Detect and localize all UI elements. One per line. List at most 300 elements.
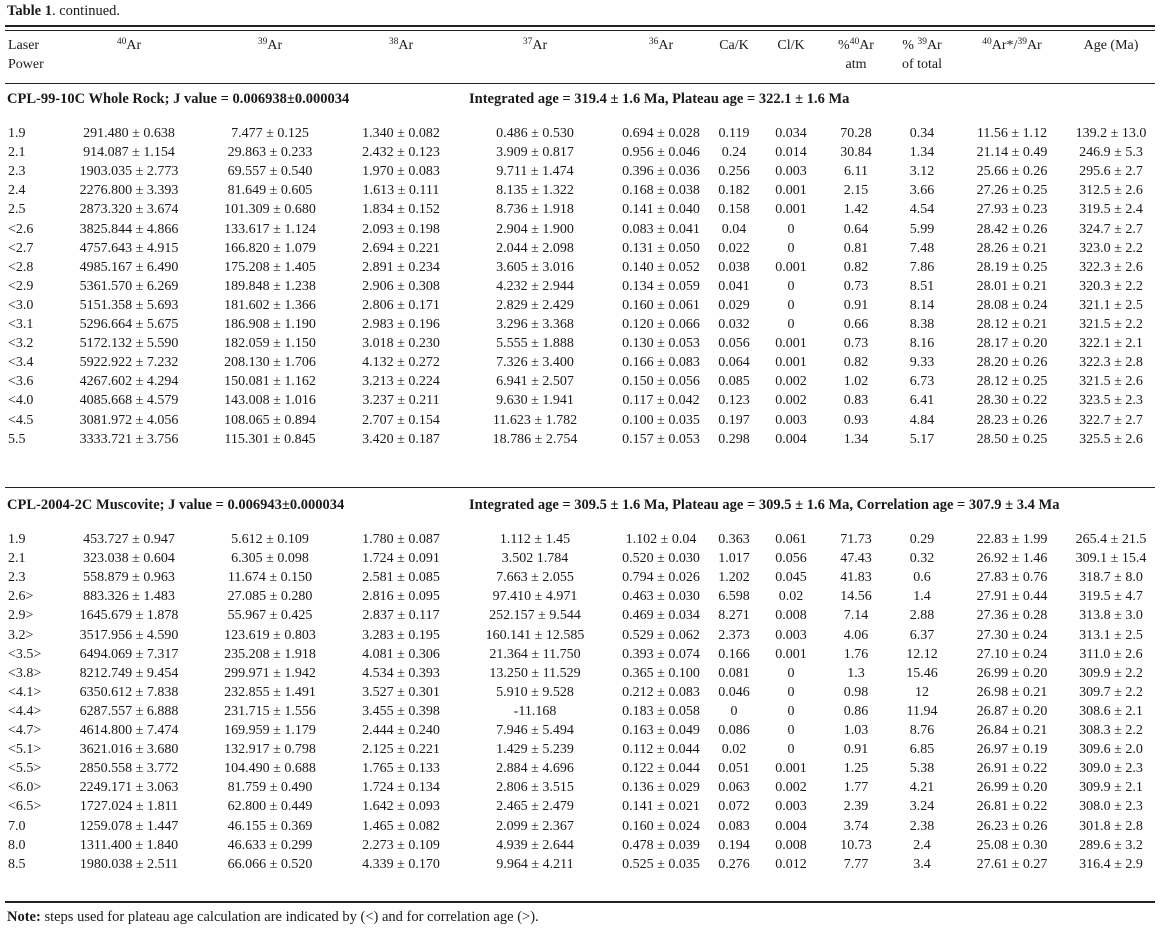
cell-ar40: 6287.557 ± 6.888 <box>79 703 179 719</box>
cell-ar39: 169.959 ± 1.179 <box>224 723 316 738</box>
header-line1 <box>62 36 196 55</box>
cell-clk: 0.003 <box>775 412 807 428</box>
cell-power: <6.5> <box>8 799 42 815</box>
table-row <box>0 296 1160 315</box>
section-title: CPL-99-10C Whole Rock; J value = 0.006938±0.000034 <box>7 91 350 107</box>
cell-total: 1.34 <box>909 145 935 161</box>
cell-ratio: 28.26 ± 0.21 <box>976 240 1048 256</box>
cell-ratio: 27.91 ± 0.44 <box>976 589 1048 605</box>
cell-ar37: 97.410 ± 4.971 <box>492 589 578 605</box>
table-row <box>0 530 1160 549</box>
table-row <box>0 162 1160 181</box>
cell-ar40: 2850.558 ± 3.772 <box>79 761 179 777</box>
cell-age: 313.8 ± 3.0 <box>1079 608 1143 624</box>
cell-ar38: 2.806 ± 0.171 <box>362 297 440 313</box>
cell-total: 6.85 <box>909 742 935 758</box>
cell-ar40: 323.038 ± 0.604 <box>83 551 175 567</box>
cell-ratio: 27.10 ± 0.24 <box>976 646 1048 662</box>
header-line2: Power <box>8 57 44 72</box>
table-row <box>0 836 1160 855</box>
cell-ar36: 0.150 ± 0.056 <box>622 374 700 390</box>
header-pre: Ca/K <box>719 38 749 53</box>
bottom-rule-thick <box>5 901 1155 903</box>
cell-total: 5.17 <box>909 431 935 447</box>
cell-power: <3.0 <box>8 297 34 313</box>
cell-ar36: 0.694 ± 0.028 <box>622 126 700 141</box>
cell-atm: 2.15 <box>843 183 869 199</box>
cell-age: 139.2 ± 13.0 <box>1075 126 1147 141</box>
cell-clk: 0 <box>787 684 795 700</box>
header-sup: 40 <box>982 37 992 47</box>
cell-atm: 0.83 <box>843 393 869 409</box>
cell-power: 2.9> <box>8 608 34 624</box>
cell-atm: 0.98 <box>843 684 869 700</box>
cell-ar36: 0.141 ± 0.021 <box>622 799 700 815</box>
cell-ar39: 108.065 ± 0.894 <box>224 412 316 428</box>
cell-ar36: 0.100 ± 0.035 <box>622 412 700 428</box>
cell-ar37: 7.946 ± 5.494 <box>496 723 574 738</box>
cell-age: 323.5 ± 2.3 <box>1079 393 1143 409</box>
cell-cak: 0.298 <box>718 431 750 447</box>
table-row <box>0 143 1160 162</box>
cell-ar39: 150.081 ± 1.162 <box>224 374 316 390</box>
cell-ar37: 1.429 ± 5.239 <box>496 742 574 758</box>
cell-clk: 0.014 <box>775 145 807 161</box>
cell-clk: 0.008 <box>775 837 807 853</box>
cell-ar40: 883.326 ± 1.483 <box>83 589 175 605</box>
cell-ar36: 0.120 ± 0.066 <box>622 317 700 332</box>
cell-age: 309.0 ± 2.3 <box>1079 761 1143 777</box>
cell-total: 8.14 <box>909 297 935 313</box>
header-post: Ar <box>658 38 674 53</box>
section-header <box>7 91 1157 111</box>
header-pre: % <box>902 38 918 53</box>
cell-ar36: 0.157 ± 0.053 <box>622 431 700 447</box>
cell-ar38: 2.816 ± 0.095 <box>362 589 440 605</box>
cell-age: 313.1 ± 2.5 <box>1079 627 1143 643</box>
cell-atm: 14.56 <box>840 589 872 605</box>
cell-ratio: 11.56 ± 1.12 <box>976 126 1048 141</box>
cell-ar40: 5151.358 ± 5.693 <box>79 297 179 313</box>
table-row <box>0 606 1160 625</box>
cell-total: 4.84 <box>909 412 935 428</box>
header-line1 <box>336 36 466 55</box>
header-ar36 <box>598 36 724 55</box>
cell-clk: 0.002 <box>775 393 807 409</box>
cell-ar37: 252.157 ± 9.544 <box>489 608 581 624</box>
cell-clk: 0.001 <box>775 202 807 218</box>
cell-power: <3.1 <box>8 317 34 332</box>
cell-total: 1.4 <box>913 589 931 605</box>
header-line1 <box>598 36 724 55</box>
table-row <box>0 353 1160 372</box>
cell-power: <2.9 <box>8 278 34 294</box>
cell-ar40: 1259.078 ± 1.447 <box>79 818 179 834</box>
cell-total: 7.48 <box>909 240 935 256</box>
cell-atm: 3.74 <box>843 818 869 834</box>
cell-cak: 0.081 <box>718 665 750 681</box>
cell-ar39: 104.490 ± 0.688 <box>224 761 316 777</box>
cell-ar40: 558.879 ± 0.963 <box>83 570 175 586</box>
cell-ar37: 8.135 ± 1.322 <box>496 183 574 199</box>
cell-ar36: 0.141 ± 0.040 <box>622 202 700 218</box>
cell-atm: 41.83 <box>840 570 872 586</box>
cell-clk: 0.001 <box>775 259 807 275</box>
cell-total: 8.16 <box>909 336 935 352</box>
cell-total: 8.38 <box>909 317 935 332</box>
table-row <box>0 200 1160 219</box>
cell-atm: 0.73 <box>843 278 869 294</box>
cell-ar38: 2.093 ± 0.198 <box>362 221 440 237</box>
cell-power: <3.8> <box>8 665 42 681</box>
cell-cak: 0.276 <box>718 856 750 872</box>
cell-clk: 0.002 <box>775 374 807 390</box>
cell-ar36: 0.160 ± 0.024 <box>622 818 700 834</box>
cell-ar37: 9.964 ± 4.211 <box>496 856 574 872</box>
cell-ar37: 4.232 ± 2.944 <box>496 278 574 294</box>
cell-total: 4.54 <box>909 202 935 218</box>
table-row <box>0 683 1160 702</box>
cell-clk: 0.003 <box>775 164 807 180</box>
cell-atm: 7.14 <box>843 608 869 624</box>
cell-ar40: 3621.016 ± 3.680 <box>79 742 179 758</box>
cell-total: 5.38 <box>909 761 935 777</box>
cell-cak: 0.041 <box>718 278 750 294</box>
cell-atm: 2.39 <box>843 799 869 815</box>
cell-atm: 1.25 <box>843 761 869 777</box>
cell-ar40: 1645.679 ± 1.878 <box>79 608 179 624</box>
cell-age: 321.5 ± 2.2 <box>1079 317 1143 332</box>
table-row <box>0 220 1160 239</box>
cell-ar38: 2.837 ± 0.117 <box>362 608 440 624</box>
cell-total: 3.4 <box>913 856 931 872</box>
cell-ar40: 453.727 ± 0.947 <box>83 532 175 547</box>
cell-atm: 30.84 <box>840 145 872 161</box>
cell-ar36: 0.136 ± 0.029 <box>622 780 700 796</box>
cell-ar39: 46.633 ± 0.299 <box>227 837 313 853</box>
cell-ratio: 25.66 ± 0.26 <box>976 164 1048 180</box>
table-row <box>0 817 1160 836</box>
cell-ratio: 26.23 ± 0.26 <box>976 818 1048 834</box>
cell-clk: 0.034 <box>775 126 807 141</box>
cell-clk: 0.001 <box>775 646 807 662</box>
header-atm <box>826 36 886 74</box>
cell-cak: 0.022 <box>718 240 750 256</box>
cell-age: 321.1 ± 2.5 <box>1079 297 1143 313</box>
cell-ratio: 28.19 ± 0.25 <box>976 259 1048 275</box>
cell-age: 323.0 ± 2.2 <box>1079 240 1143 256</box>
cell-age: 325.5 ± 2.6 <box>1079 431 1143 447</box>
cell-ar38: 1.765 ± 0.133 <box>362 761 440 777</box>
cell-ar38: 1.465 ± 0.082 <box>362 818 440 834</box>
cell-ratio: 28.08 ± 0.24 <box>976 297 1048 313</box>
cell-power: 1.9 <box>8 532 26 547</box>
cell-age: 308.6 ± 2.1 <box>1079 703 1143 719</box>
cell-ratio: 28.20 ± 0.26 <box>976 355 1048 371</box>
cell-age: 322.3 ± 2.8 <box>1079 355 1143 371</box>
cell-clk: 0.001 <box>775 761 807 777</box>
cell-ar38: 2.707 ± 0.154 <box>362 412 440 428</box>
header-sup: 37 <box>522 37 533 47</box>
table-row <box>0 664 1160 683</box>
header-line1 <box>892 36 952 55</box>
cell-ar36: 0.134 ± 0.059 <box>622 278 700 294</box>
cell-ar38: 2.694 ± 0.221 <box>362 240 440 256</box>
cell-age: 265.4 ± 21.5 <box>1075 532 1147 547</box>
cell-ar39: 6.305 ± 0.098 <box>231 551 309 567</box>
table-row <box>0 855 1160 874</box>
cell-ar40: 6494.069 ± 7.317 <box>79 646 179 662</box>
cell-ar38: 1.613 ± 0.111 <box>362 183 440 199</box>
cell-power: <5.5> <box>8 761 42 777</box>
cell-ar36: 0.140 ± 0.052 <box>622 259 700 275</box>
cell-ar38: 2.444 ± 0.240 <box>362 723 440 738</box>
cell-atm: 0.81 <box>843 240 869 256</box>
cell-ratio: 27.83 ± 0.76 <box>976 570 1048 586</box>
cell-total: 4.21 <box>909 780 935 796</box>
section-header <box>7 497 1157 517</box>
cell-cak: 0.029 <box>718 297 750 313</box>
cell-ar36: 0.956 ± 0.046 <box>622 145 700 161</box>
cell-power: 2.5 <box>8 202 26 218</box>
cell-cak: 1.017 <box>718 551 750 567</box>
table-row <box>0 568 1160 587</box>
cell-ar36: 0.083 ± 0.041 <box>622 221 700 237</box>
cell-clk: 0.045 <box>775 570 807 586</box>
cell-atm: 1.02 <box>843 374 869 390</box>
cell-clk: 0 <box>787 723 795 738</box>
cell-cak: 0.056 <box>718 336 750 352</box>
cell-age: 312.5 ± 2.6 <box>1079 183 1143 199</box>
cell-atm: 1.03 <box>843 723 869 738</box>
cell-atm: 6.11 <box>844 164 868 180</box>
cell-total: 3.12 <box>909 164 935 180</box>
cell-ar36: 0.160 ± 0.061 <box>622 297 700 313</box>
cell-ar36: 0.393 ± 0.074 <box>622 646 700 662</box>
header-power <box>8 36 60 74</box>
cell-age: 309.1 ± 15.4 <box>1075 551 1147 567</box>
cell-atm: 1.76 <box>843 646 869 662</box>
cell-ar39: 29.863 ± 0.233 <box>227 145 313 161</box>
cell-ratio: 28.50 ± 0.25 <box>976 431 1048 447</box>
top-rule-thick <box>5 25 1155 27</box>
cell-power: <2.8 <box>8 259 34 275</box>
cell-ar39: 132.917 ± 0.798 <box>224 742 316 758</box>
cell-cak: 0.197 <box>718 412 750 428</box>
table-row <box>0 411 1160 430</box>
cell-power: <6.0> <box>8 780 42 796</box>
cell-total: 0.29 <box>909 532 935 547</box>
table-row <box>0 124 1160 143</box>
cell-cak: 0.24 <box>721 145 747 161</box>
cell-power: <4.7> <box>8 723 42 738</box>
cell-total: 8.51 <box>909 278 935 294</box>
cell-ar39: 299.971 ± 1.942 <box>224 665 316 681</box>
cell-ar39: 175.208 ± 1.405 <box>224 259 316 275</box>
cell-ratio: 27.36 ± 0.28 <box>976 608 1048 624</box>
cell-ar37: 3.502 1.784 <box>501 551 569 567</box>
cell-clk: 0.003 <box>775 799 807 815</box>
cell-age: 321.5 ± 2.6 <box>1079 374 1143 390</box>
cell-ar36: 0.131 ± 0.050 <box>622 240 700 256</box>
cell-ratio: 28.30 ± 0.22 <box>976 393 1048 409</box>
cell-ar39: 46.155 ± 0.369 <box>227 818 313 834</box>
section-divider-rule <box>5 487 1155 488</box>
cell-cak: 0.256 <box>718 164 750 180</box>
cell-ar40: 1311.400 ± 1.840 <box>79 837 179 853</box>
table-row <box>0 181 1160 200</box>
header-age <box>1068 36 1154 55</box>
cell-cak: 0.072 <box>718 799 750 815</box>
cell-ar39: 189.848 ± 1.238 <box>224 278 316 294</box>
header-sup: 40 <box>849 37 860 47</box>
cell-ar37: 7.663 ± 2.055 <box>496 570 574 586</box>
section-ages: Integrated age = 309.5 ± 1.6 Ma, Plateau age = 309.5 ± 1.6 Ma, Correlation age = 307.9 ± 3.4 Ma <box>469 497 1060 513</box>
cell-ar38: 2.983 ± 0.196 <box>362 317 440 332</box>
cell-atm: 1.3 <box>847 665 865 681</box>
cell-ar38: 3.420 ± 0.187 <box>362 431 440 447</box>
cell-ar37: 2.884 ± 4.696 <box>496 761 574 777</box>
table-row <box>0 587 1160 606</box>
cell-cak: 0.051 <box>718 761 750 777</box>
cell-ratio: 22.83 ± 1.99 <box>976 532 1048 547</box>
cell-ar38: 1.642 ± 0.093 <box>362 799 440 815</box>
cell-ar39: 231.715 ± 1.556 <box>224 703 316 719</box>
cell-power: <3.6 <box>8 374 34 390</box>
cell-power: <3.5> <box>8 646 42 662</box>
cell-ar38: 4.132 ± 0.272 <box>362 355 440 371</box>
cell-ar38: 2.581 ± 0.085 <box>362 570 440 586</box>
header-ar39 <box>205 36 335 55</box>
cell-ar37: 21.364 ± 11.750 <box>489 646 581 662</box>
cell-ar37: 2.829 ± 2.429 <box>496 297 574 313</box>
cell-cak: 0.038 <box>718 259 750 275</box>
cell-atm: 47.43 <box>840 551 872 567</box>
cell-ratio: 27.30 ± 0.24 <box>976 627 1048 643</box>
section-title: CPL-2004-2C Muscovite; J value = 0.006943±0.000034 <box>7 497 345 513</box>
cell-ar39: 208.130 ± 1.706 <box>224 355 316 371</box>
cell-ar37: 160.141 ± 12.585 <box>485 627 585 643</box>
cell-ar37: 9.630 ± 1.941 <box>496 393 574 409</box>
cell-ratio: 28.12 ± 0.25 <box>976 374 1048 390</box>
cell-atm: 70.28 <box>840 126 872 141</box>
table-row <box>0 277 1160 296</box>
header-line1 <box>826 36 886 55</box>
cell-ar39: 123.619 ± 0.803 <box>224 627 316 643</box>
table-row <box>0 315 1160 334</box>
cell-power: 3.2> <box>8 627 34 643</box>
cell-total: 12 <box>915 684 929 700</box>
cell-ar39: 7.477 ± 0.125 <box>231 126 309 141</box>
cell-ratio: 27.61 ± 0.27 <box>976 856 1048 872</box>
header-sup: 40 <box>116 37 127 47</box>
cell-clk: 0.012 <box>775 856 807 872</box>
cell-total: 0.6 <box>913 570 931 586</box>
caption-text: . continued. <box>52 3 121 19</box>
cell-atm: 0.91 <box>843 742 869 758</box>
cell-power: <4.4> <box>8 703 42 719</box>
cell-ar36: 1.102 ± 0.04 <box>625 532 697 547</box>
cell-ar40: 1903.035 ± 2.773 <box>79 164 179 180</box>
cell-atm: 0.66 <box>843 317 869 332</box>
cell-ar40: 5361.570 ± 6.269 <box>79 278 179 294</box>
cell-ar39: 181.602 ± 1.366 <box>224 297 316 313</box>
cell-clk: 0 <box>787 278 795 294</box>
cell-ar37: 7.326 ± 3.400 <box>496 355 574 371</box>
cell-atm: 1.77 <box>843 780 869 796</box>
cell-ar39: 66.066 ± 0.520 <box>227 856 313 872</box>
cell-total: 3.66 <box>909 183 935 199</box>
cell-ar39: 62.800 ± 0.449 <box>227 799 313 815</box>
note-label: Note: <box>7 909 41 925</box>
cell-total: 8.76 <box>909 723 935 738</box>
cell-ar36: 0.794 ± 0.026 <box>622 570 700 586</box>
cell-ar39: 166.820 ± 1.079 <box>224 240 316 256</box>
cell-total: 7.86 <box>909 259 935 275</box>
cell-power: 2.1 <box>8 551 26 567</box>
cell-total: 12.12 <box>906 646 938 662</box>
cell-power: <4.0 <box>8 393 34 409</box>
cell-ar37: 0.486 ± 0.530 <box>496 126 574 141</box>
header-sup2: 39 <box>1017 37 1027 47</box>
cell-age: 322.3 ± 2.6 <box>1079 259 1143 275</box>
cell-ar38: 1.724 ± 0.091 <box>362 551 440 567</box>
header-line1 <box>466 36 604 55</box>
cell-atm: 1.34 <box>843 431 869 447</box>
cell-ar37: 3.909 ± 0.817 <box>496 145 574 161</box>
cell-ratio: 25.08 ± 0.30 <box>976 837 1048 853</box>
header-rule <box>5 83 1155 84</box>
header-post: Ar <box>532 38 548 53</box>
cell-total: 11.94 <box>906 703 938 719</box>
cell-cak: 0.086 <box>718 723 750 738</box>
cell-ar36: 0.469 ± 0.034 <box>622 608 700 624</box>
cell-ar39: 186.908 ± 1.190 <box>224 317 316 332</box>
cell-atm: 0.91 <box>843 297 869 313</box>
cell-ar37: 18.786 ± 2.754 <box>492 431 578 447</box>
cell-ratio: 28.42 ± 0.26 <box>976 221 1048 237</box>
cell-power: 2.1 <box>8 145 26 161</box>
cell-ratio: 26.91 ± 0.22 <box>976 761 1048 777</box>
table-row <box>0 258 1160 277</box>
cell-ar39: 55.967 ± 0.425 <box>227 608 313 624</box>
cell-cak: 8.271 <box>718 608 750 624</box>
section-ages: Integrated age = 319.4 ± 1.6 Ma, Plateau age = 322.1 ± 1.6 Ma <box>469 91 850 107</box>
header-pre: Age (Ma) <box>1083 38 1139 53</box>
cell-atm: 0.73 <box>843 336 869 352</box>
cell-power: <3.4 <box>8 355 34 371</box>
cell-ar38: 1.340 ± 0.082 <box>362 126 440 141</box>
header-ar40 <box>62 36 196 55</box>
cell-power: 5.5 <box>8 431 26 447</box>
cell-age: 311.0 ± 2.6 <box>1079 646 1143 662</box>
cell-cak: 6.598 <box>718 589 750 605</box>
cell-ar38: 4.534 ± 0.393 <box>362 665 440 681</box>
header-pre: Cl/K <box>777 38 805 53</box>
cell-ar38: 2.906 ± 0.308 <box>362 278 440 294</box>
cell-power: 2.3 <box>8 164 26 180</box>
cell-age: 309.9 ± 2.1 <box>1079 780 1143 796</box>
cell-ratio: 26.87 ± 0.20 <box>976 703 1048 719</box>
cell-ar36: 0.529 ± 0.062 <box>622 627 700 643</box>
cell-total: 9.33 <box>909 355 935 371</box>
cell-ratio: 26.99 ± 0.20 <box>976 665 1048 681</box>
table-row <box>0 702 1160 721</box>
cell-age: 316.4 ± 2.9 <box>1079 856 1143 872</box>
cell-ar40: 3333.721 ± 3.756 <box>79 431 179 447</box>
table-row <box>0 645 1160 664</box>
table-row <box>0 759 1160 778</box>
